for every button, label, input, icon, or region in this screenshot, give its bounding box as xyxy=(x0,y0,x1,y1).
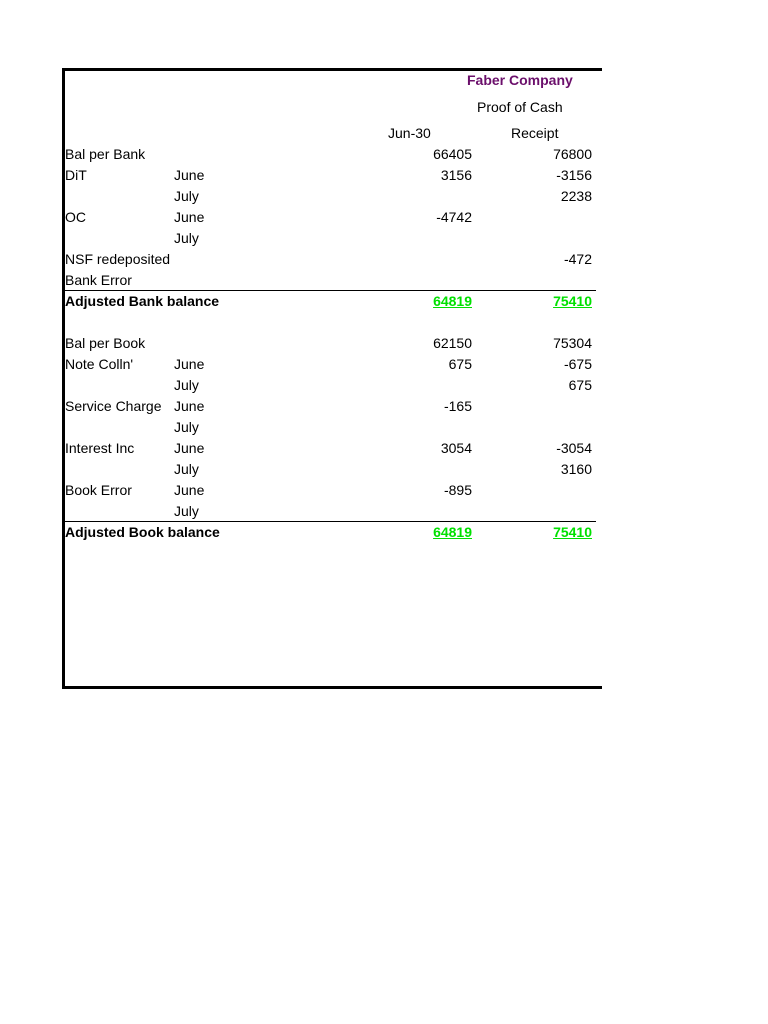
book-error-label: Book Error xyxy=(65,482,132,498)
dit-june-receipt: -3156 xyxy=(556,167,592,183)
nsf-redeposited-receipt: -472 xyxy=(563,251,592,267)
interest-inc-july-receipt: 3160 xyxy=(560,461,592,477)
interest-inc-june-jun30: 3054 xyxy=(440,440,472,456)
bank-total-rule xyxy=(64,290,596,291)
interest-inc-june-label: June xyxy=(174,440,205,456)
book-error-july-label: July xyxy=(174,503,199,519)
bal-per-book-label: Bal per Book xyxy=(65,335,146,351)
oc-label: OC xyxy=(65,209,86,225)
bal-per-bank-label: Bal per Bank xyxy=(65,146,146,162)
adjusted-book-balance-receipt: 75410 xyxy=(553,524,592,540)
bal-per-book-receipt: 75304 xyxy=(553,335,592,351)
company-name: Faber Company xyxy=(467,72,573,88)
dit-june-jun30: 3156 xyxy=(440,167,472,183)
report-title: Proof of Cash xyxy=(477,99,563,115)
oc-june-jun30: -4742 xyxy=(436,209,472,225)
nsf-redeposited-label: NSF redeposited xyxy=(65,251,171,267)
column-header-receipt: Receipt xyxy=(511,125,559,141)
adjusted-bank-balance-jun30: 64819 xyxy=(433,293,472,309)
dit-july-receipt: 2238 xyxy=(560,188,592,204)
service-charge-june-jun30: -165 xyxy=(443,398,472,414)
note-colln-july-receipt: 675 xyxy=(568,377,592,393)
bal-per-bank-receipt: 76800 xyxy=(553,146,592,162)
dit-june-label: June xyxy=(174,167,205,183)
book-error-june-jun30: -895 xyxy=(443,482,472,498)
interest-inc-label: Interest Inc xyxy=(65,440,135,456)
column-header-jun30: Jun-30 xyxy=(388,125,431,141)
note-colln-june-label: June xyxy=(174,356,205,372)
note-colln-july-label: July xyxy=(174,377,199,393)
service-charge-label: Service Charge xyxy=(65,398,162,414)
book-total-rule xyxy=(64,521,596,522)
dit-label: DiT xyxy=(65,167,87,183)
bal-per-book-jun30: 62150 xyxy=(433,335,472,351)
service-charge-june-label: June xyxy=(174,398,205,414)
note-colln-june-receipt: -675 xyxy=(563,356,592,372)
bank-error-label: Bank Error xyxy=(65,272,132,288)
service-charge-july-label: July xyxy=(174,419,199,435)
note-colln-label: Note Colln' xyxy=(65,356,134,372)
interest-inc-july-label: July xyxy=(174,461,199,477)
dit-july-label: July xyxy=(174,188,199,204)
interest-inc-june-receipt: -3054 xyxy=(556,440,592,456)
oc-july-label: July xyxy=(174,230,199,246)
oc-june-label: June xyxy=(174,209,205,225)
adjusted-bank-balance-label: Adjusted Bank balance xyxy=(65,293,220,309)
book-error-june-label: June xyxy=(174,482,205,498)
adjusted-book-balance-jun30: 64819 xyxy=(433,524,472,540)
bal-per-bank-jun30: 66405 xyxy=(433,146,472,162)
adjusted-book-balance-label: Adjusted Book balance xyxy=(65,524,220,540)
adjusted-bank-balance-receipt: 75410 xyxy=(553,293,592,309)
note-colln-june-jun30: 675 xyxy=(448,356,472,372)
